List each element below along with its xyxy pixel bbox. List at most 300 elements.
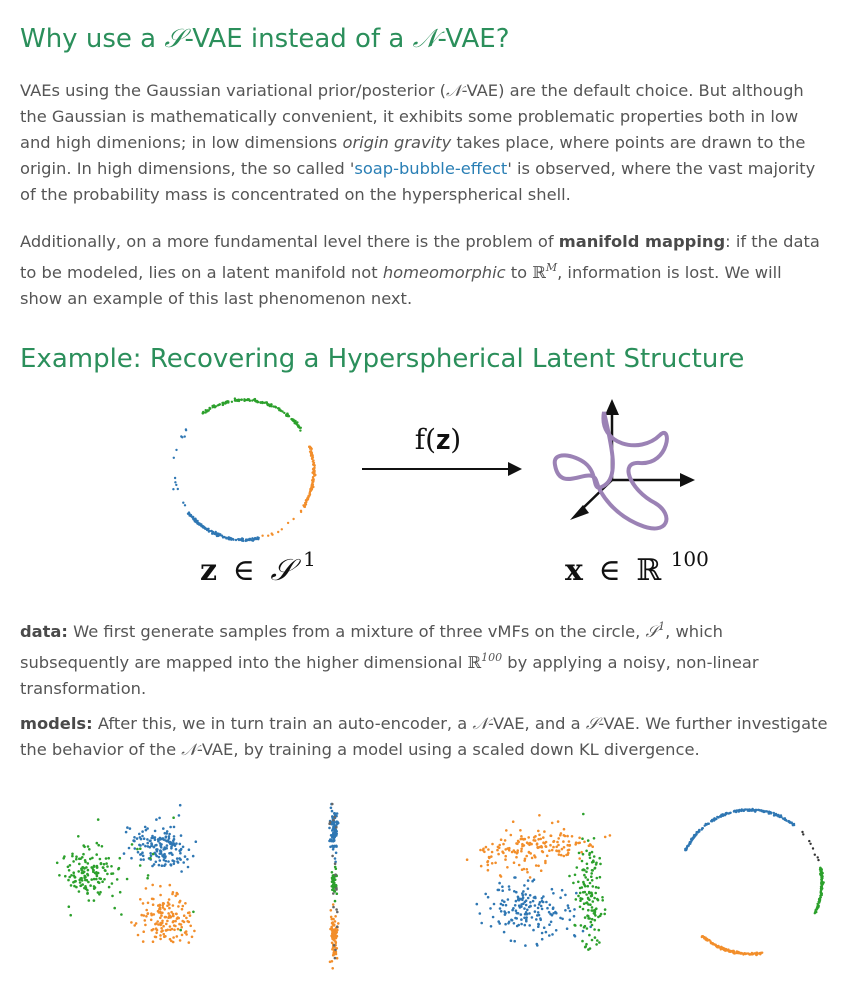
sample-point <box>133 836 136 839</box>
sample-point <box>584 946 587 949</box>
sample-point <box>703 937 705 939</box>
sample-point <box>333 834 336 837</box>
sample-point <box>814 911 816 913</box>
sample-point <box>337 922 340 925</box>
sample-point <box>696 831 698 833</box>
sample-point <box>160 914 163 917</box>
sample-point <box>180 435 182 437</box>
sample-point <box>181 934 184 937</box>
models-label: models: <box>20 714 93 733</box>
sample-point <box>328 823 331 826</box>
sample-point <box>508 888 511 891</box>
sample-point <box>524 944 527 947</box>
sample-point <box>69 914 72 917</box>
sample-point <box>335 935 338 938</box>
sample-point <box>595 862 598 865</box>
sample-point <box>154 830 157 833</box>
sample-point <box>508 911 511 914</box>
sample-point <box>130 921 133 924</box>
sample-point <box>87 862 90 865</box>
sample-point <box>555 912 558 915</box>
sample-point <box>159 911 162 914</box>
sample-point <box>150 912 153 915</box>
n-symbol: 𝒩 <box>412 24 438 54</box>
sample-point <box>534 839 537 842</box>
sample-point <box>593 855 596 858</box>
paragraph-intro: VAEs using the Gaussian variational prior/posterior (𝒩-VAE) are the default choice. But although the Gaussian is mathematically convenient, it exhibits some problematic properties both in low and high dimenions; in low dimensions origin gravity takes place, where points are drawn to the origin. In high dimensions, the so called 'soap-bubble-effect' is observed, where the vast majority of the probability mass is concentrated on the hyperspherical shell. <box>20 81 816 204</box>
sample-point <box>527 887 530 890</box>
sample-point <box>334 845 337 848</box>
sample-point <box>142 902 145 905</box>
sample-point <box>238 539 240 541</box>
sample-point <box>801 831 803 833</box>
sample-point <box>559 834 562 837</box>
sample-point <box>504 923 507 926</box>
sample-point <box>160 927 163 930</box>
sample-point <box>590 921 593 924</box>
sample-point <box>110 872 113 875</box>
sample-point <box>591 918 594 921</box>
sample-point <box>564 909 567 912</box>
sample-point <box>333 839 336 842</box>
sample-point <box>515 909 518 912</box>
sample-point <box>820 888 822 890</box>
sample-point <box>740 953 742 955</box>
sample-point <box>816 905 818 907</box>
axes-3d-icon <box>570 399 695 520</box>
sample-point <box>522 838 525 841</box>
sample-point <box>581 837 584 840</box>
sample-point <box>174 925 177 928</box>
sample-point <box>487 864 490 867</box>
sample-point <box>271 532 273 534</box>
sample-point <box>159 894 162 897</box>
sample-point <box>137 851 140 854</box>
sample-point <box>588 934 591 937</box>
sample-point <box>304 504 306 506</box>
sample-point <box>520 848 523 851</box>
sample-point <box>564 835 567 838</box>
sample-point <box>552 892 555 895</box>
sample-point <box>690 838 692 840</box>
s1-circle-samples <box>172 397 316 542</box>
sample-point <box>170 841 173 844</box>
sample-point <box>334 920 337 923</box>
sample-point <box>169 938 172 941</box>
sample-point <box>557 837 560 840</box>
sample-point <box>171 859 174 862</box>
sample-point <box>503 910 506 913</box>
sample-point <box>81 866 84 869</box>
sample-point <box>158 856 161 859</box>
soap-bubble-link[interactable]: soap-bubble-effect <box>354 159 508 178</box>
sample-point <box>90 866 93 869</box>
sample-point <box>283 412 285 414</box>
sample-point <box>479 912 482 915</box>
sample-point <box>487 869 490 872</box>
sample-point <box>548 923 551 926</box>
sample-point <box>153 913 156 916</box>
sample-point <box>566 927 569 930</box>
sample-point <box>331 935 334 938</box>
sample-point <box>189 925 192 928</box>
sample-point <box>491 851 494 854</box>
sample-point <box>527 836 530 839</box>
sample-point <box>172 941 175 944</box>
sample-point <box>79 881 82 884</box>
sample-point <box>182 905 185 908</box>
sample-point <box>493 903 496 906</box>
sample-point <box>466 858 469 861</box>
autoencoder-latent-scatter <box>56 804 197 944</box>
sample-point <box>601 899 604 902</box>
sample-point <box>588 892 591 895</box>
sample-point <box>312 456 314 458</box>
sample-point <box>185 429 187 431</box>
sample-point <box>192 518 194 520</box>
sample-point <box>592 859 595 862</box>
sample-point <box>161 929 164 932</box>
sample-point <box>166 830 169 833</box>
sample-point <box>518 864 521 867</box>
sample-point <box>576 866 579 869</box>
sample-point <box>144 919 147 922</box>
sample-point <box>119 891 122 894</box>
sample-point <box>580 924 583 927</box>
sample-point <box>213 404 215 406</box>
sample-point <box>552 846 555 849</box>
sample-point <box>97 818 100 821</box>
sample-point <box>184 435 186 437</box>
sample-point <box>170 847 173 850</box>
sample-point <box>521 892 524 895</box>
sample-point <box>598 929 601 932</box>
sample-point <box>93 899 96 902</box>
sample-point <box>684 849 686 851</box>
n-symbol: 𝒩 <box>181 740 197 759</box>
sample-point <box>335 941 338 944</box>
sample-point <box>523 884 526 887</box>
sample-point <box>817 856 819 858</box>
sample-point <box>506 866 509 869</box>
sample-point <box>312 468 314 470</box>
sample-point <box>174 477 176 479</box>
sample-point <box>569 844 572 847</box>
sample-point <box>72 860 75 863</box>
sample-point <box>510 939 513 942</box>
sample-point <box>155 818 158 821</box>
sample-point <box>155 927 158 930</box>
sample-point <box>604 836 607 839</box>
sample-point <box>789 821 791 823</box>
mapping-diagram <box>0 385 849 595</box>
sample-point <box>172 936 175 939</box>
sample-point <box>582 930 585 933</box>
sample-point <box>145 887 148 890</box>
sample-point <box>531 916 534 919</box>
sample-point <box>175 848 178 851</box>
sample-point <box>540 905 543 908</box>
sample-point <box>186 858 189 861</box>
sample-point <box>541 900 544 903</box>
sample-point <box>310 453 312 455</box>
sample-point <box>159 859 162 862</box>
sample-point <box>589 882 592 885</box>
sample-point <box>582 908 585 911</box>
sample-point <box>480 865 483 868</box>
sample-point <box>134 847 137 850</box>
sample-point <box>331 810 334 813</box>
sample-point <box>184 504 186 506</box>
sample-point <box>528 844 531 847</box>
sample-point <box>528 924 531 927</box>
sample-point <box>821 878 823 880</box>
sample-point <box>479 849 482 852</box>
sample-point <box>512 820 515 823</box>
sample-point <box>312 486 314 488</box>
sample-point <box>487 848 490 851</box>
sample-point <box>609 834 612 837</box>
sample-point <box>308 494 310 496</box>
sample-point <box>144 826 147 829</box>
sample-point <box>817 859 819 861</box>
sample-point <box>118 867 121 870</box>
sample-point <box>222 536 224 538</box>
sample-point <box>92 869 95 872</box>
sample-point <box>511 919 514 922</box>
title-text: -VAE? <box>437 24 510 54</box>
sample-point <box>175 484 177 486</box>
sample-point <box>488 856 491 859</box>
sample-point <box>332 903 335 906</box>
sample-point <box>809 843 811 845</box>
sample-point <box>773 812 775 814</box>
sample-point <box>714 818 716 820</box>
sample-point <box>170 864 173 867</box>
sample-point <box>146 842 149 845</box>
sample-point <box>594 914 597 917</box>
sample-point <box>568 849 571 852</box>
sample-point <box>566 835 569 838</box>
sample-point <box>593 912 596 915</box>
sample-point <box>180 870 183 873</box>
sample-point <box>537 907 540 910</box>
sample-point <box>177 928 180 931</box>
sample-point <box>535 918 538 921</box>
s-symbol: 𝒮 <box>164 24 185 54</box>
sample-point <box>159 904 162 907</box>
sample-point <box>180 834 183 837</box>
sample-point <box>162 902 165 905</box>
sample-point <box>84 876 87 879</box>
sample-point <box>185 933 188 936</box>
sample-point <box>180 923 183 926</box>
sample-point <box>175 842 178 845</box>
sample-point <box>601 896 604 899</box>
sample-point <box>78 863 81 866</box>
sample-point <box>569 919 572 922</box>
sample-point <box>335 931 338 934</box>
sample-point <box>208 530 210 532</box>
sample-point <box>162 933 165 936</box>
sample-point <box>527 897 530 900</box>
sample-point <box>528 912 531 915</box>
sample-point <box>86 873 89 876</box>
sample-point <box>585 871 588 874</box>
sample-point <box>517 899 520 902</box>
sample-point <box>139 898 142 901</box>
sample-point <box>534 904 537 907</box>
sample-point <box>259 402 261 404</box>
sample-point <box>480 922 483 925</box>
sample-point <box>93 865 96 868</box>
sample-point <box>817 901 819 903</box>
sample-point <box>492 916 495 919</box>
sample-point <box>574 874 577 877</box>
sample-point <box>541 938 544 941</box>
sample-point <box>814 854 816 856</box>
sample-point <box>68 869 71 872</box>
sample-point <box>310 450 312 452</box>
sample-point <box>551 933 554 936</box>
sample-point <box>573 915 576 918</box>
sample-point <box>513 876 516 879</box>
sample-point <box>253 538 255 540</box>
sample-point <box>169 884 172 887</box>
sample-point <box>72 871 75 874</box>
sample-point <box>535 864 538 867</box>
sample-point <box>191 936 194 939</box>
sample-point <box>155 932 158 935</box>
sample-point <box>71 855 74 858</box>
sample-point <box>87 869 90 872</box>
sample-point <box>188 941 191 944</box>
sample-point <box>583 884 586 887</box>
sample-point <box>70 884 73 887</box>
sample-point <box>165 836 168 839</box>
sample-point <box>267 535 269 537</box>
s-vae-latent-scatter <box>684 808 825 957</box>
sample-point <box>516 851 519 854</box>
sample-point <box>89 858 92 861</box>
sample-point <box>151 898 154 901</box>
sample-point <box>575 892 578 895</box>
sample-point <box>155 844 158 847</box>
sample-point <box>169 915 172 918</box>
sample-point <box>153 863 156 866</box>
sample-point <box>332 918 335 921</box>
sample-point <box>569 910 572 913</box>
sample-point <box>172 816 175 819</box>
sample-point <box>334 873 337 876</box>
sample-point <box>334 957 337 960</box>
sample-point <box>525 920 528 923</box>
sample-point <box>140 838 143 841</box>
sample-point <box>74 880 77 883</box>
paragraph-manifold: Additionally, on a more fundamental level there is the problem of manifold mapping: if the data to be modeled, lies on a latent manifold not homeomorphic to ℝ$^M$, information is lost. We will show an example of this last phenomenon next. <box>20 232 820 308</box>
sample-point <box>516 843 519 846</box>
sample-point <box>162 838 165 841</box>
sample-point <box>589 844 592 847</box>
sample-point <box>505 904 508 907</box>
sample-point <box>331 877 334 880</box>
sample-point <box>168 903 171 906</box>
sample-point <box>299 427 301 429</box>
sample-point <box>591 851 594 854</box>
sample-point <box>812 847 814 849</box>
sample-point <box>169 826 172 829</box>
sample-point <box>78 890 81 893</box>
sample-point <box>335 868 338 871</box>
s-symbol: 𝒮 <box>645 622 659 641</box>
sample-point <box>524 893 527 896</box>
sample-point <box>101 845 104 848</box>
sample-point <box>281 528 283 530</box>
sample-point <box>166 929 169 932</box>
sample-point <box>500 875 503 878</box>
sample-point <box>176 892 179 895</box>
sample-point <box>504 839 507 842</box>
sample-point <box>56 862 59 865</box>
sample-point <box>330 909 333 912</box>
sample-point <box>159 938 162 941</box>
sample-point <box>507 898 510 901</box>
section-title-why <box>20 24 510 55</box>
sample-point <box>195 840 198 843</box>
sample-point <box>192 911 195 914</box>
sample-point <box>515 900 518 903</box>
sample-point <box>200 525 202 527</box>
sample-point <box>526 868 529 871</box>
sample-point <box>331 829 334 832</box>
title-text: Why use a <box>20 24 165 54</box>
sample-point <box>511 909 514 912</box>
sample-point <box>142 940 145 943</box>
sample-point <box>334 857 337 860</box>
sample-point <box>575 898 578 901</box>
sample-point <box>716 816 718 818</box>
sample-point <box>166 840 169 843</box>
sample-point <box>332 819 335 822</box>
sample-point <box>71 853 74 856</box>
sample-point <box>536 843 539 846</box>
sample-point <box>182 861 185 864</box>
sample-point <box>517 924 520 927</box>
sample-point <box>476 903 479 906</box>
sample-point <box>250 539 252 541</box>
sample-point <box>592 900 595 903</box>
sample-point <box>501 850 504 853</box>
sample-point <box>172 920 175 923</box>
sample-point <box>67 879 70 882</box>
sample-point <box>129 827 132 830</box>
sample-point <box>584 876 587 879</box>
sample-point <box>155 861 158 864</box>
sample-point <box>145 829 148 832</box>
sample-point <box>490 925 493 928</box>
sample-point <box>218 404 220 406</box>
sample-point <box>532 900 535 903</box>
sample-point <box>546 855 549 858</box>
sample-point <box>592 885 595 888</box>
sample-point <box>334 949 337 952</box>
sample-point <box>747 952 749 954</box>
sample-point <box>181 920 184 923</box>
sample-point <box>334 900 337 903</box>
sample-point <box>196 522 198 524</box>
sample-point <box>482 848 485 851</box>
sample-point <box>560 854 563 857</box>
